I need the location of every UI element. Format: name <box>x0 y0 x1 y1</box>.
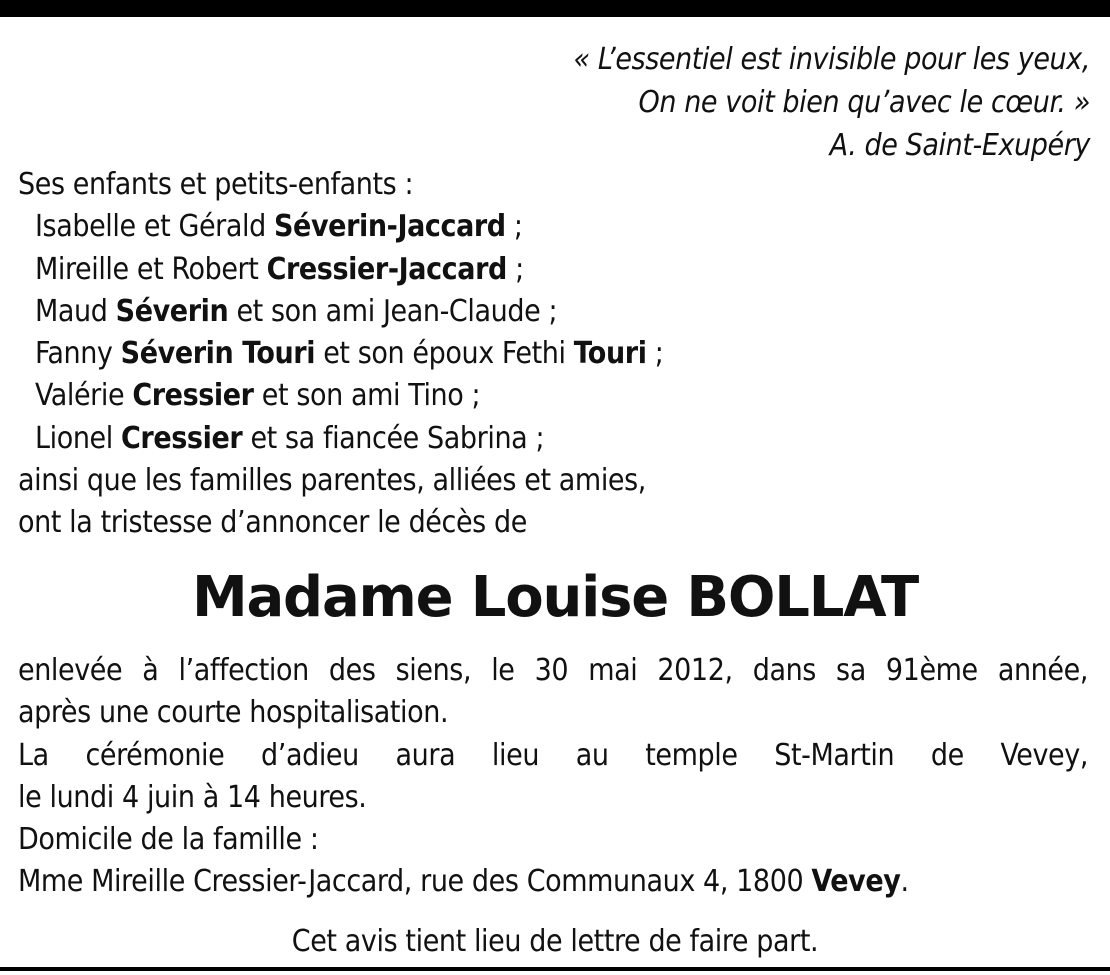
family-surname: Cressier-Jaccard <box>266 251 507 287</box>
bottom-border-rule <box>0 967 1110 971</box>
domicile-label: Domicile de la famille : <box>18 822 319 858</box>
family-member: Lionel Cressier et sa fiancée Sabrina ; <box>35 420 545 456</box>
quote-author: A. de Saint-Exupéry <box>829 128 1090 163</box>
family-surname: Séverin Touri <box>120 336 316 372</box>
family-member: Valérie Cressier et son ami Tino ; <box>35 378 481 414</box>
family-member: Mireille et Robert Cressier-Jaccard ; <box>35 251 524 287</box>
details-line-1: enlevée à l’affection des siens, le 30 mai 2012, dans sa 91ème année, <box>18 653 1088 688</box>
details-line-3: La cérémonie d’adieu aura lieu au temple St-Martin de Vevey, <box>18 737 1088 773</box>
family-surname: Cressier <box>132 378 254 414</box>
ceremony-details <box>18 650 1088 904</box>
deceased-name: Madame Louise BOLLAT <box>191 565 919 630</box>
family-surname: Touri <box>573 336 647 372</box>
announcement-line: ont la tristesse d’annoncer le décès de <box>18 505 527 541</box>
family-intro: Ses enfants et petits-enfants : <box>18 167 414 202</box>
family-address: Mme Mireille Cressier-Jaccard, rue des Communaux 4, 1800 Vevey. <box>18 864 909 900</box>
details-line-2: après une courte hospitalisation. <box>18 695 449 731</box>
family-member: Isabelle et Gérald Séverin-Jaccard ; <box>35 209 523 245</box>
family-surname: Séverin-Jaccard <box>274 209 506 245</box>
relatives-line: ainsi que les familles parentes, alliées et amies, <box>18 463 646 499</box>
address-city: Vevey <box>811 864 901 900</box>
footer-note: Cet avis tient lieu de lettre de faire part. <box>291 924 819 959</box>
family-surname: Cressier <box>121 420 243 456</box>
family-surname: Séverin <box>115 293 229 329</box>
quote-line-2: On ne voit bien qu’avec le cœur. » <box>638 85 1090 120</box>
top-border-bar <box>0 0 1110 17</box>
details-line-4: le lundi 4 juin à 14 heures. <box>18 779 367 815</box>
family-member: Maud Séverin et son ami Jean-Claude ; <box>35 293 558 329</box>
epigraph-quote <box>90 38 1090 167</box>
quote-line-1: « L’essentiel est invisible pour les yeux, <box>573 42 1090 77</box>
family-list <box>18 164 1098 545</box>
family-member: Fanny Séverin Touri et son époux Fethi Touri ; <box>35 336 664 372</box>
